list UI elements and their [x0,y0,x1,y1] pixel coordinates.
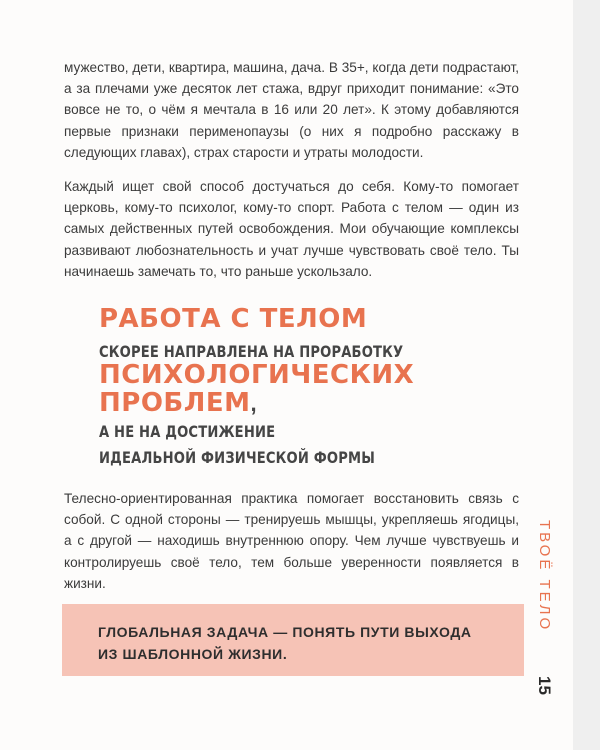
page-number: 15 [535,676,554,695]
callout-line-1: ГЛОБАЛЬНАЯ ЗАДАЧА — ПОНЯТЬ ПУТИ ВЫХОДА [98,624,472,640]
body-paragraph-2: Каждый ищет свой способ достучаться до себя. Кому-то помогает церковь, кому-то психолог, кому-то спорт. Работа с телом — один из самых действенных путей освобождения. Мои обучающие комплексы развивают любознательность и учат лучше чувствовать своё тело. Ты начинаешь замечать то, что раньше ускользало. [64,179,519,279]
callout-text [98,621,472,665]
quote-line-4-wrap [99,388,257,418]
quote-line-6: ИДЕАЛЬНОЙ ФИЗИЧЕСКОЙ ФОРМЫ [99,448,375,467]
body-paragraph-3: Телесно-ориентированная практика помогает восстановить связь с собой. С одной стороны — тренируешь мышцы, укрепляешь ягодицы, а с другой — находишь внутреннюю опору. Чем лучше чувствуешь и контролируешь своё тело, тем больше уверенности появляется в жизни. [64,491,519,591]
quote-line-4: ПРОБЛЕМ [99,388,251,418]
callout-line-2: ИЗ ШАБЛОННОЙ ЖИЗНИ. [98,646,288,662]
body-paragraph-1: мужество, дети, квартира, машина, дача. В 35+, когда дети подрастают, а за плечами уже десяток лет стажа, вдруг приходит понимание: «Это вовсе не то, о чём я мечтала в 16 или 20 лет». К этому добавляются первые признаки перименопаузы (о них я подробно расскажу в следующих главах), страх старости и утраты молодости. [64,60,519,160]
page-edge [573,0,600,750]
quote-line-5: А НЕ НА ДОСТИЖЕНИЕ [99,422,276,441]
running-section-title: ТВОЁ ТЕЛО [536,520,553,633]
quote-line-4-comma: , [250,391,257,416]
callout-box [62,604,524,676]
quote-line-2: СКОРЕЕ НАПРАВЛЕНА НА ПРОРАБОТКУ [99,342,404,361]
quote-line-3: ПСИХОЛОГИЧЕСКИХ [99,360,415,390]
quote-line-1: РАБОТА С ТЕЛОМ [99,304,368,334]
